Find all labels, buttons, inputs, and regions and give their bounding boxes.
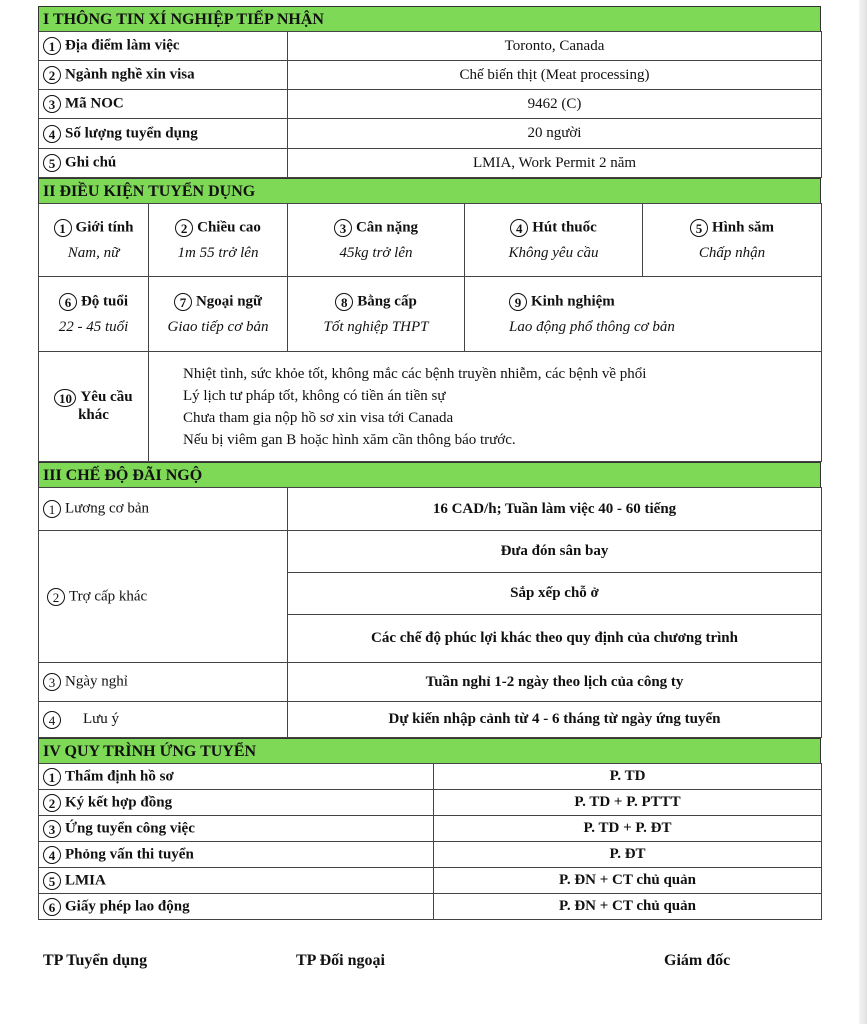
number-circle: 6 (43, 898, 61, 916)
row-label: Thẩm định hồ sơ (65, 767, 174, 784)
table-row (39, 61, 822, 90)
list-item: Nhiệt tình, sức khỏe tốt, không mắc các bệnh truyền nhiễm, các bệnh về phổi (183, 365, 647, 382)
condition-smoking: 4 Hút thuốc Không yêu cầu (465, 204, 643, 277)
row-value: Chế biến thịt (Meat processing) (288, 61, 822, 90)
row-value: Toronto, Canada (288, 32, 822, 61)
section-2-table (38, 203, 822, 462)
row-value: P. ĐT (434, 842, 822, 868)
section-4-header: IV QUY TRÌNH ỨNG TUYỂN (38, 738, 821, 763)
row-label: Số lượng tuyển dụng (65, 124, 198, 141)
row-label: Ngày nghỉ (65, 673, 128, 690)
section-3-header: III CHẾ ĐỘ ĐÃI NGỘ (38, 462, 821, 487)
number-circle: 8 (335, 293, 353, 311)
condition-education: 8 Bằng cấp Tốt nghiệp THPT (288, 277, 465, 352)
row-value: P. TD + P. ĐT (434, 816, 822, 842)
row-value: P. TD (434, 764, 822, 790)
row-label: Ghi chú (65, 154, 117, 171)
number-circle: 2 (47, 588, 65, 606)
table-row (39, 842, 822, 868)
table-row (39, 816, 822, 842)
row-value: P. ĐN + CT chủ quản (434, 894, 822, 920)
number-circle: 4 (510, 219, 528, 237)
section-3-table (38, 487, 822, 738)
condition-experience: 9 Kinh nghiệm Lao động phổ thông cơ bản (465, 277, 822, 352)
number-circle: 7 (174, 293, 192, 311)
condition-weight: 3 Cân nặng 45kg trở lên (288, 204, 465, 277)
row-value: 9462 (C) (288, 90, 822, 119)
row-value: P. ĐN + CT chủ quản (434, 868, 822, 894)
table-row (39, 149, 822, 178)
section-4-table (38, 763, 822, 920)
table-row (39, 352, 822, 462)
signature-recruitment-head: TP Tuyển dụng (43, 952, 148, 969)
number-circle: 6 (59, 293, 77, 311)
table-row (39, 90, 822, 119)
row-label: Trợ cấp khác (69, 587, 148, 604)
table-row (39, 868, 822, 894)
document (38, 6, 821, 920)
table-row (39, 119, 822, 149)
number-circle: 10 (54, 389, 76, 407)
condition-gender: 1 Giới tính Nam, nữ (39, 204, 149, 277)
signature-director: Giám đốc (664, 952, 731, 969)
number-circle: 3 (43, 820, 61, 838)
row-label: Ứng tuyển công việc (65, 819, 195, 836)
row-label: Lương cơ bản (65, 500, 149, 517)
row-label: LMIA (65, 871, 106, 888)
section-1-header: I THÔNG TIN XÍ NGHIỆP TIẾP NHẬN (38, 6, 821, 31)
page-edge-shadow (859, 0, 867, 1024)
number-circle: 1 (43, 768, 61, 786)
list-item: Chưa tham gia nộp hồ sơ xin visa tới Canada (183, 409, 454, 426)
table-row (39, 204, 822, 277)
number-circle: 4 (43, 125, 61, 143)
row-label: Ngành nghề xin visa (65, 66, 195, 83)
allowance-item: Đưa đón sân bay (288, 531, 822, 573)
number-circle: 1 (43, 500, 61, 518)
number-circle: 3 (43, 95, 61, 113)
number-circle: 5 (43, 872, 61, 890)
row-value: 16 CAD/h; Tuần làm việc 40 - 60 tiếng (288, 488, 822, 531)
list-item: Lý lịch tư pháp tốt, không có tiền án tiền sự (183, 387, 446, 404)
condition-height: 2 Chiều cao 1m 55 trở lên (149, 204, 288, 277)
table-row (39, 663, 822, 702)
table-row (39, 790, 822, 816)
table-row (39, 531, 822, 573)
row-label: Giấy phép lao động (65, 897, 190, 914)
other-requirements-label: 10 Yêu cầu khác (39, 352, 149, 462)
row-label: Mã NOC (65, 95, 124, 112)
condition-language: 7 Ngoại ngữ Giao tiếp cơ bản (149, 277, 288, 352)
number-circle: 4 (43, 711, 61, 729)
row-label: Địa điểm làm việc (65, 37, 180, 54)
section-1-table (38, 31, 822, 178)
allowance-item: Sắp xếp chỗ ở (288, 573, 822, 615)
number-circle: 5 (690, 219, 708, 237)
list-item: Nếu bị viêm gan B hoặc hình xăm cần thông báo trước. (183, 431, 516, 448)
row-value: Dự kiến nhập cảnh từ 4 - 6 tháng từ ngày ứng tuyển (288, 702, 822, 738)
row-value: Tuần nghỉ 1-2 ngày theo lịch của công ty (288, 663, 822, 702)
row-value: LMIA, Work Permit 2 năm (288, 149, 822, 178)
table-row (39, 277, 822, 352)
number-circle: 4 (43, 846, 61, 864)
number-circle: 2 (175, 219, 193, 237)
row-value: 20 người (288, 119, 822, 149)
signature-foreign-affairs-head: TP Đối ngoại (296, 952, 385, 969)
number-circle: 2 (43, 794, 61, 812)
table-row (39, 764, 822, 790)
row-label: Phỏng vấn thi tuyển (65, 845, 194, 862)
number-circle: 5 (43, 154, 61, 172)
allowance-item: Các chế độ phúc lợi khác theo quy định của chương trình (288, 615, 822, 663)
row-value: P. TD + P. PTTT (434, 790, 822, 816)
other-requirements-list (149, 352, 822, 462)
section-2-header: II ĐIỀU KIỆN TUYỂN DỤNG (38, 178, 821, 203)
table-row (39, 32, 822, 61)
table-row (39, 894, 822, 920)
number-circle: 9 (509, 293, 527, 311)
table-row (39, 702, 822, 738)
number-circle: 1 (43, 37, 61, 55)
table-row (39, 488, 822, 531)
row-label: Ký kết hợp đồng (65, 793, 173, 810)
number-circle: 1 (54, 219, 72, 237)
number-circle: 3 (43, 673, 61, 691)
number-circle: 3 (334, 219, 352, 237)
number-circle: 2 (43, 66, 61, 84)
row-label: Lưu ý (83, 710, 120, 727)
condition-age: 6 Độ tuổi 22 - 45 tuổi (39, 277, 149, 352)
condition-tattoo: 5 Hình săm Chấp nhận (643, 204, 822, 277)
